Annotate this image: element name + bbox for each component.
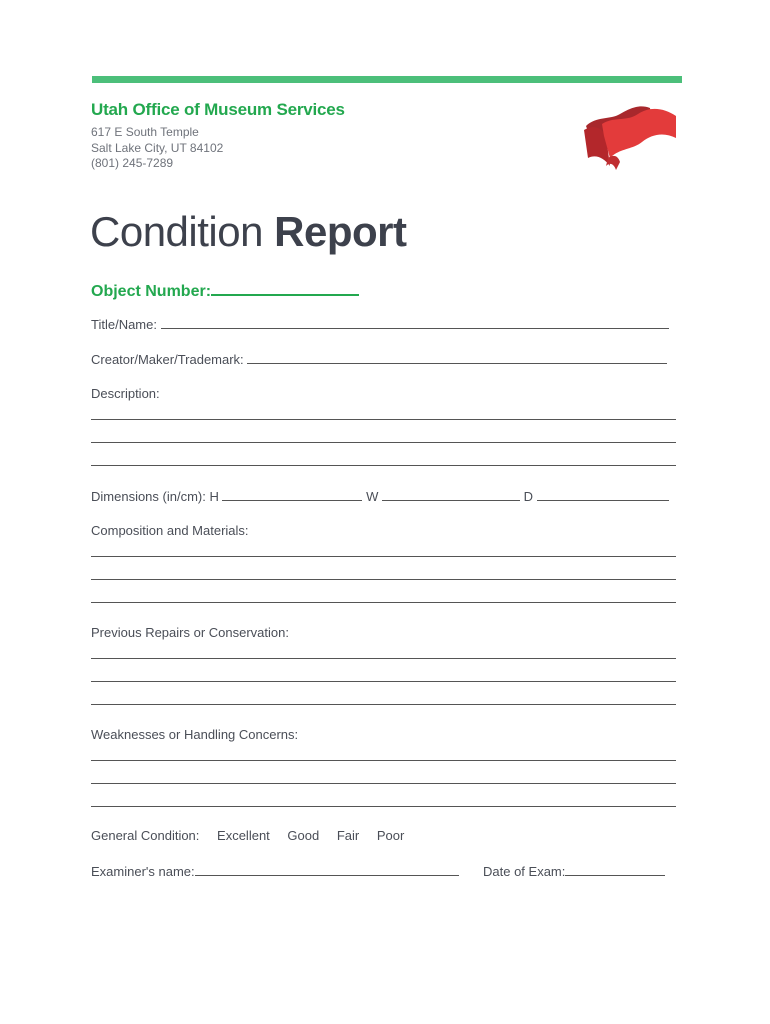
- page-title: [90, 208, 406, 256]
- title-light: Condition: [90, 208, 275, 255]
- object-number-field[interactable]: [91, 282, 359, 301]
- condition-option-poor[interactable]: Poor: [376, 828, 405, 843]
- composition-line-1[interactable]: [91, 556, 676, 557]
- title-name-label: Title/Name:: [91, 317, 157, 332]
- object-number-label: Object Number:: [91, 283, 212, 300]
- composition-line-2[interactable]: [91, 579, 676, 580]
- object-number-blank[interactable]: [211, 282, 359, 296]
- title-name-field[interactable]: [91, 316, 669, 332]
- creator-field[interactable]: [91, 351, 667, 367]
- title-name-blank[interactable]: [161, 316, 669, 329]
- description-line-2[interactable]: [91, 442, 676, 443]
- date-field[interactable]: [483, 863, 665, 879]
- condition-option-fair[interactable]: Fair: [336, 828, 360, 843]
- header-rule: [92, 76, 682, 83]
- composition-label: Composition and Materials:: [91, 523, 249, 538]
- date-blank[interactable]: [565, 863, 665, 876]
- description-line-3[interactable]: [91, 465, 676, 466]
- date-label: Date of Exam:: [483, 864, 566, 879]
- examiner-label: Examiner's name:: [91, 864, 195, 879]
- general-condition-label: General Condition:: [91, 828, 200, 843]
- examiner-blank[interactable]: [195, 863, 459, 876]
- examiner-field[interactable]: [91, 863, 459, 879]
- org-address-line-2: Salt Lake City, UT 84102: [91, 140, 224, 155]
- description-line-1[interactable]: [91, 419, 676, 420]
- dimensions-field[interactable]: [91, 488, 669, 504]
- org-phone: (801) 245-7289: [91, 156, 174, 170]
- condition-option-good[interactable]: Good: [287, 828, 320, 843]
- creator-label: Creator/Maker/Trademark:: [91, 352, 244, 367]
- composition-line-3[interactable]: [91, 602, 676, 603]
- repairs-line-1[interactable]: [91, 658, 676, 659]
- width-label: W: [366, 489, 379, 504]
- height-blank[interactable]: [222, 488, 362, 501]
- condition-option-excellent[interactable]: Excellent: [217, 828, 270, 843]
- repairs-line-3[interactable]: [91, 704, 676, 705]
- org-name: Utah Office of Museum Services: [91, 100, 345, 119]
- dimensions-label: Dimensions (in/cm): H: [91, 489, 219, 504]
- weaknesses-label: Weaknesses or Handling Concerns:: [91, 727, 299, 742]
- width-blank[interactable]: [382, 488, 520, 501]
- depth-blank[interactable]: [537, 488, 669, 501]
- museum-flag-logo-icon: [580, 96, 680, 176]
- org-block: [91, 100, 345, 172]
- depth-label: D: [523, 489, 534, 504]
- weaknesses-line-1[interactable]: [91, 760, 676, 761]
- repairs-line-2[interactable]: [91, 681, 676, 682]
- weaknesses-line-2[interactable]: [91, 783, 676, 784]
- creator-blank[interactable]: [247, 351, 667, 364]
- org-address-line-1: 617 E South Temple: [91, 125, 199, 139]
- title-bold: Report: [274, 208, 407, 255]
- weaknesses-line-3[interactable]: [91, 806, 676, 807]
- general-condition-field: [91, 828, 404, 843]
- description-label: Description:: [91, 386, 160, 401]
- repairs-label: Previous Repairs or Conservation:: [91, 625, 289, 640]
